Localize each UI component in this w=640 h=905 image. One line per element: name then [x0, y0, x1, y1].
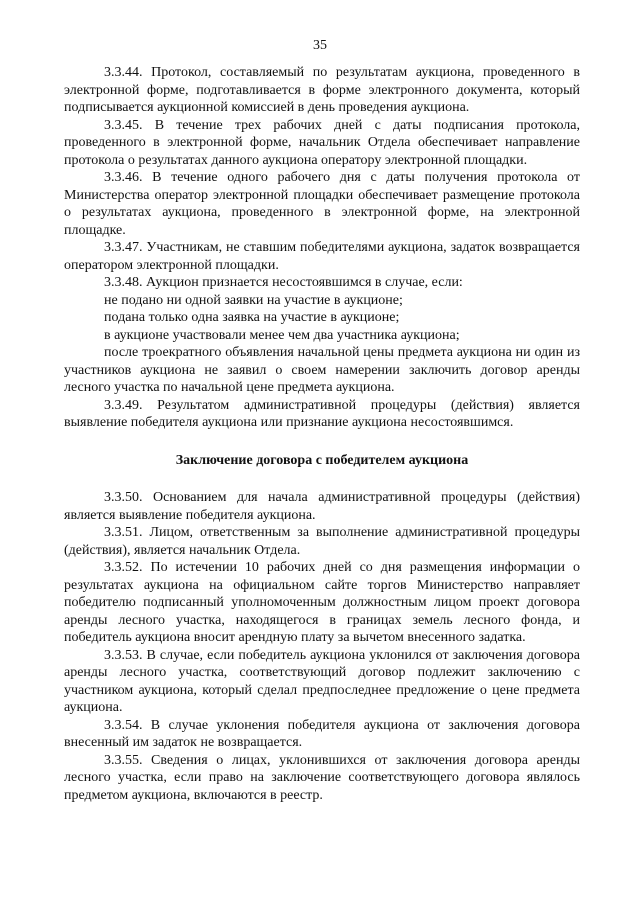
page-number: 35: [313, 38, 327, 53]
list-item-one-application: подана только одна заявка на участие в аукционе;: [104, 310, 400, 325]
paragraph-3-3-47: 3.3.47. Участникам, не ставшим победителями аукциона, задаток возвращается оператором электронной площадки.: [64, 240, 580, 273]
list-item-no-applications: не подано ни одной заявки на участие в аукционе;: [104, 292, 403, 308]
section-heading: Заключение договора с победителем аукциона: [175, 452, 469, 468]
paragraph-3-3-45: 3.3.45. В течение трех рабочих дней с даты подписания протокола, проведенного в электронной форме, начальник Отдела обеспечивает направление протокола о результатах данного аукциона оператору электронной площадки.: [64, 117, 580, 168]
paragraph-3-3-49: 3.3.49. Результатом административной процедуры (действия) является выявление победителя аукциона или признание аукциона несостоявшимся.: [64, 397, 580, 430]
paragraph-3-3-50: 3.3.50. Основанием для начала административной процедуры (действия) является выявление победителя аукциона.: [64, 490, 580, 523]
list-item-no-intent: после троекратного объявления начальной цены предмета аукциона ни один из участников аукциона не заявил о своем намерении заключить договор аренды лесного участка по начальной цене предмета аукциона.: [64, 345, 580, 395]
document-body: [64, 64, 580, 804]
paragraph-3-3-51: 3.3.51. Лицом, ответственным за выполнение административной процедуры (действия), является начальник Отдела.: [64, 525, 580, 558]
paragraph-3-3-54: 3.3.54. В случае уклонения победителя аукциона от заключения договора внесенный им задаток не возвращается.: [64, 717, 580, 750]
paragraph-3-3-44: 3.3.44. Протокол, составляемый по результатам аукциона, проведенного в электронной форме, подготавливается в форме электронного документа, который подписывается аукционной комиссией в день проведения аукциона.: [64, 65, 580, 115]
list-item-less-than-two: в аукционе участвовали менее чем два участника аукциона;: [104, 327, 460, 343]
paragraph-3-3-53: 3.3.53. В случае, если победитель аукциона уклонился от заключения договора аренды лесного участка, соответствующий договор подлежит заключению с участником аукциона, который сделал предпоследнее предложение о цене предмета аукциона.: [64, 647, 580, 715]
paragraph-3-3-48: 3.3.48. Аукцион признается несостоявшимся в случае, если:: [104, 275, 463, 290]
paragraph-3-3-55: 3.3.55. Сведения о лицах, уклонившихся от заключения договора аренды лесного участка, если право на заключение соответствующего договора являлось предметом аукциона, включаются в реестр.: [64, 752, 580, 803]
paragraph-3-3-46: 3.3.46. В течение одного рабочего дня с даты получения протокола от Министерства оператор электронной площадки обеспечивает размещение протокола о результатах аукциона, проведенного в электронной форме, на электронной площадке.: [64, 170, 580, 238]
paragraph-3-3-52: 3.3.52. По истечении 10 рабочих дней со дня размещения информации о результатах аукциона на официальном сайте торгов Министерство направляет победителю подписанный уполномоченным должностным лицом проект договора аренды лесного участка, находящегося в границах земель лесного фонда, и победитель аукциона вносит арендную плату за вычетом внесенного задатка.: [64, 560, 580, 645]
